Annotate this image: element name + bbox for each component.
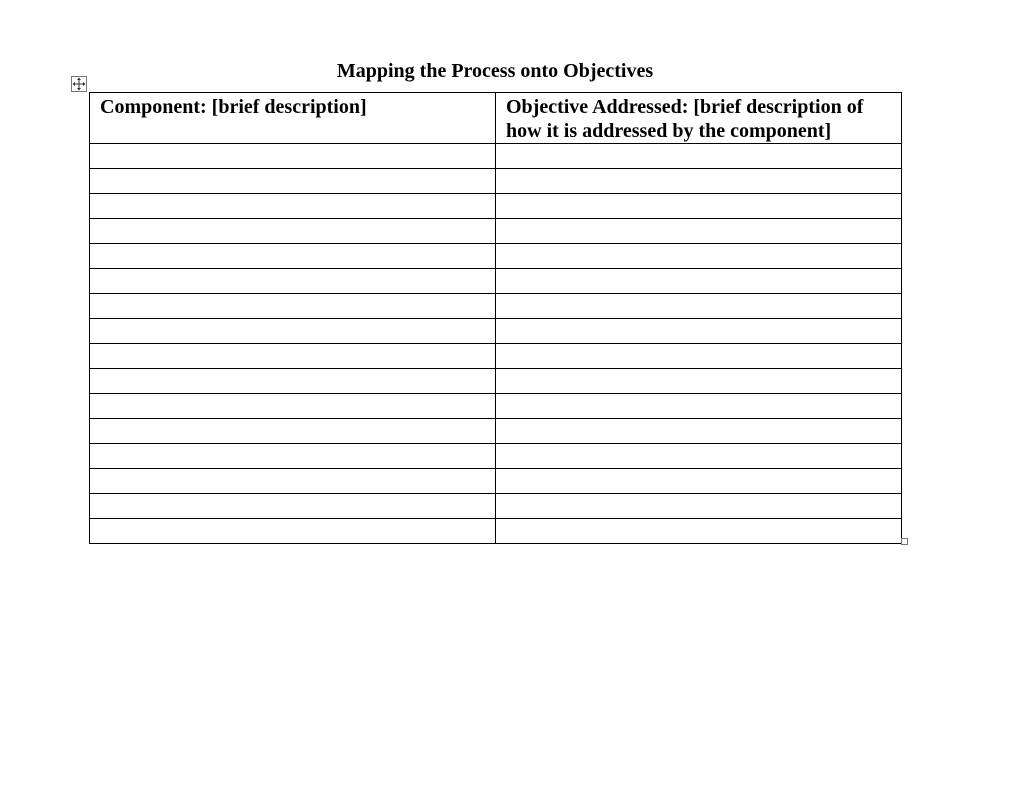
table-row (90, 519, 902, 544)
objective-cell[interactable] (496, 444, 902, 469)
component-cell[interactable] (90, 294, 496, 319)
objective-cell[interactable] (496, 394, 902, 419)
objective-cell[interactable] (496, 169, 902, 194)
table-row (90, 294, 902, 319)
objective-cell[interactable] (496, 144, 902, 169)
page-title: Mapping the Process onto Objectives (336, 60, 654, 82)
table-row (90, 169, 902, 194)
header-component[interactable]: Component: [brief description] (90, 93, 496, 144)
objective-cell[interactable] (496, 519, 902, 544)
table-row (90, 369, 902, 394)
table-row (90, 244, 902, 269)
component-cell[interactable] (90, 419, 496, 444)
table-header-row (90, 93, 902, 144)
objective-cell[interactable] (496, 269, 902, 294)
objective-cell[interactable] (496, 469, 902, 494)
component-cell[interactable] (90, 519, 496, 544)
component-cell[interactable] (90, 169, 496, 194)
component-cell[interactable] (90, 444, 496, 469)
objective-cell[interactable] (496, 494, 902, 519)
table-row (90, 219, 902, 244)
objective-cell[interactable] (496, 319, 902, 344)
table-row (90, 194, 902, 219)
objective-cell[interactable] (496, 369, 902, 394)
objective-cell[interactable] (496, 219, 902, 244)
component-cell[interactable] (90, 344, 496, 369)
table-row (90, 469, 902, 494)
table-row (90, 419, 902, 444)
objective-cell[interactable] (496, 344, 902, 369)
table-row (90, 144, 902, 169)
objective-cell[interactable] (496, 294, 902, 319)
table-row (90, 269, 902, 294)
table-row (90, 494, 902, 519)
header-objective-addressed[interactable]: Objective Addressed: [brief description of how it is addressed by the component] (496, 93, 902, 144)
component-cell[interactable] (90, 469, 496, 494)
table-row (90, 394, 902, 419)
table-move-handle-icon[interactable] (71, 76, 87, 92)
component-cell[interactable] (90, 244, 496, 269)
move-arrows-icon (72, 77, 86, 91)
mapping-table (89, 92, 902, 544)
objective-cell[interactable] (496, 244, 902, 269)
component-cell[interactable] (90, 144, 496, 169)
table-row (90, 444, 902, 469)
component-cell[interactable] (90, 394, 496, 419)
component-cell[interactable] (90, 219, 496, 244)
table-resize-handle-icon[interactable] (901, 538, 908, 545)
component-cell[interactable] (90, 269, 496, 294)
component-cell[interactable] (90, 194, 496, 219)
objective-cell[interactable] (496, 419, 902, 444)
component-cell[interactable] (90, 369, 496, 394)
component-cell[interactable] (90, 319, 496, 344)
objective-cell[interactable] (496, 194, 902, 219)
table-row (90, 344, 902, 369)
component-cell[interactable] (90, 494, 496, 519)
table-row (90, 319, 902, 344)
